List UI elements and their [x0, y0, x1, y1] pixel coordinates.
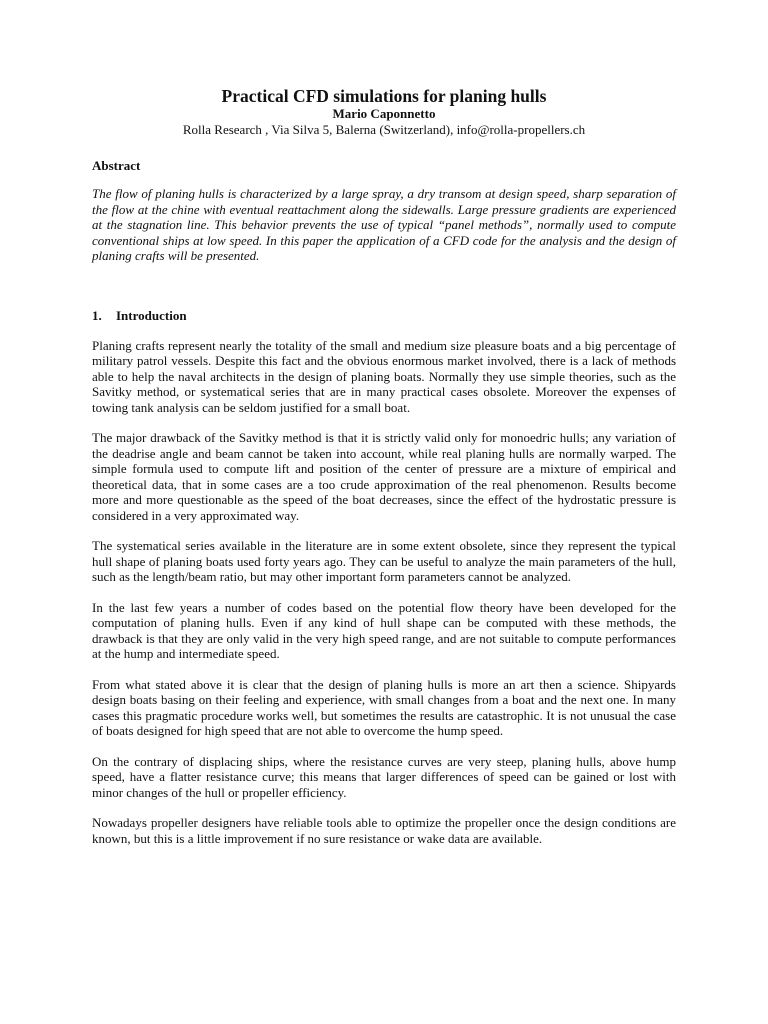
section-number: 1.	[92, 307, 102, 323]
intro-paragraph-1: Planing crafts represent nearly the totality of the small and medium size pleasure boats and a big percentage of military patrol vessels. Despite this fact and the obvious enormous market involved, there is a lack of methods able to help the naval architects in the design of planing boats. Normally they use simple theories, such as the Savitky method, or systematical series that are in many practical cases obsolete. Moreover the expenses of towing tank analysis can be seldom justified for a small boat.	[92, 337, 676, 415]
paper-page	[92, 86, 676, 846]
intro-paragraph-4: In the last few years a number of codes based on the potential flow theory have been developed for the computation of planing hulls. Even if any kind of hull shape can be computed with these methods, the drawback is that they are only valid in the very high speed range, and are not suitable to compute performances at the hump and intermediate speed.	[92, 599, 676, 661]
intro-paragraph-6: On the contrary of displacing ships, where the resistance curves are very steep, planing hulls, above hump speed, have a flatter resistance curve; this means that larger differences of speed can be gained or lost with minor changes of the hull or propeller efficiency.	[92, 753, 676, 800]
paper-title: Practical CFD simulations for planing hulls	[221, 86, 547, 106]
intro-paragraph-5: From what stated above it is clear that the design of planing hulls is more an art then a science. Shipyards design boats basing on their feeling and experience, with small changes from a boat and the next one. In many cases this pragmatic procedure works well, but sometimes the results are catastrophic. It is not unusual the case of boats designed for high speed that are not able to overcome the hump speed.	[92, 676, 676, 738]
section-title: Introduction	[116, 307, 187, 323]
abstract-heading: Abstract	[92, 158, 141, 173]
abstract-text: The flow of planing hulls is characterized by a large spray, a dry transom at design speed, sharp separation of the flow at the chine with eventual reattachment along the sidewalls. Large pressure gradients are experienced at the stagnation line. This behavior prevents the use of typical “panel methods”, normally used to compute conventional ships at low speed. In this paper the application of a CFD code for the analysis and the design of planing crafts will be presented.	[92, 186, 676, 263]
intro-paragraph-2: The major drawback of the Savitky method is that it is strictly valid only for monoedric hulls; any variation of the deadrise angle and beam cannot be taken into account, while real planing hulls are normally warped. The simple formula used to compute lift and position of the center of pressure are a mixture of empirical and theoretical data, that in some cases are a too crude approximation of the real phenomenon. Results become more and more questionable as the speed of the boat decreases, since the effect of the hydrostatic pressure is considered in a very approximated way.	[92, 430, 676, 523]
intro-paragraph-3: The systematical series available in the literature are in some extent obsolete, since they represent the typical hull shape of planing boats used forty years ago. They can be useful to analyze the main parameters of the hull, such as the length/beam ratio, but may other important form parameters cannot be analyzed.	[92, 538, 676, 584]
intro-paragraph-7: Nowadays propeller designers have reliable tools able to optimize the propeller once the design conditions are known, but this is a little improvement if no sure resistance or wake data are available.	[92, 815, 676, 846]
author-name: Mario Caponnetto	[332, 106, 436, 121]
author-affiliation: Rolla Research , Via Silva 5, Balerna (Switzerland), info@rolla-propellers.ch	[182, 122, 586, 137]
section-heading-introduction	[92, 308, 676, 324]
